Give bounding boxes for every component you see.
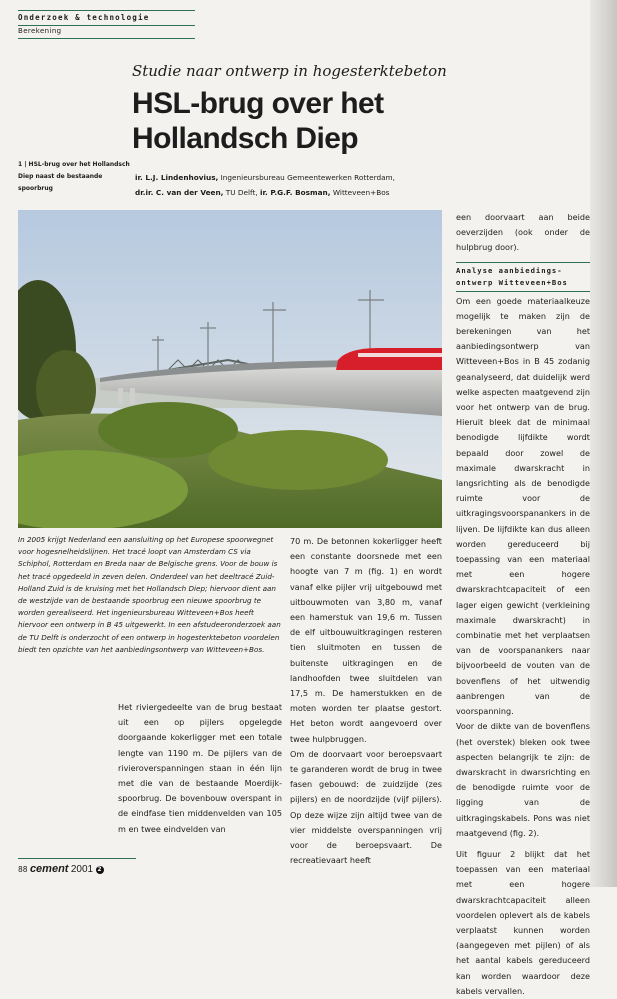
article-lead: In 2005 krijgt Nederland een aansluiting op het Europese spoorwegnet voor hogesnelheidslijnen. Het tracé loopt van Amsterdam CS via Schiphol, Rotterdam en Breda naar de Belgische grens. Voor de bouw is het tracé opgedeeld in zeven delen. Onderdeel van het deeltracé Zuid-Holland Zuid is de kruising met het Hollandsch Diep; hiervoor dient aan de westzijde van de bestaande spoorbrug een nieuwe spoorbrug te worden gerealiseerd. Het ingenieursbureau Witteveen+Bos heeft hiervoor een ontwerp in B 45 uitgewerkt. In een afstudeeronderzoek aan de TU Delft is onderzocht of een ontwerp in hogesterktebeton voordelen biedt ten opzichte van het aanbiedingsontwerp van Witteveen+Bos. — [18, 535, 281, 654]
header-rule-top — [18, 10, 195, 11]
paragraph: Om een goede materiaalkeuze mogelijk te maken zijn de berekeningen van het aanbiedingsontwerp van Witteveen+Bos in B 45 zodanig geanalyseerd, dat duidelijk werd welke aspecten maatgevend zijn voor het ontwerp van de brug. Hieruit bleek dat de minimaal benodigde lijfdikte wordt bepaald door zowel de maximale dwarskracht in langsrichting als de benodigde ruimte voor de uitkragingsvoorspanankers in de lijven. De lijfdikte kan dus alleen worden gereduceerd bij toepassing van een materiaal met een hogere dwarskrachtcapaciteit of een lager eigen gewicht (verkleining maximale dwarskracht) in combinatie met het verplaatsen van de voorspanankers naar bijvoorbeeld de vouten van de bovenflens of het uitwendig aanbrengen van de voorspanning. — [456, 295, 590, 717]
section-label: Onderzoek & technologie — [18, 13, 150, 22]
title-line-2: Hollandsch Diep — [132, 122, 359, 155]
figure-caption: 1 | HSL-brug over het Hollandsch Diep naast de bestaande spoorbrug — [18, 161, 130, 192]
author-name: ir. L.J. Lindenhovius, — [135, 173, 219, 182]
issue-number-badge: 2 — [97, 866, 102, 873]
paragraph: Uit figuur 2 blijkt dat het toepassen van een materiaal met een hogere dwarskrachtcapaciteit alleen voordelen oplevert als de kabels verplaatst kunnen worden (aangegeven met pijlen) of als het aantal kabels gereduceerd kan worden waardoor deze kabels vervallen. — [456, 848, 590, 996]
author-line-1 — [135, 170, 440, 185]
page-footer — [18, 863, 104, 875]
title-line-1: HSL-brug over het — [132, 87, 384, 120]
article-title — [132, 86, 383, 156]
page-number: 88 — [18, 865, 28, 874]
author-affiliation: TU Delft, — [225, 188, 258, 197]
section-heading: Analyse aanbiedings- ontwerp Witteveen+Bos — [456, 262, 590, 292]
author-name: ir. P.G.F. Bosman, — [259, 188, 331, 197]
author-affiliation: Witteveen+Bos — [332, 188, 390, 197]
paragraph: Om de doorvaart voor beroepsvaart te garanderen wordt de brug in twee fasen gebouwd: de zuidzijde (zes pijlers) en de noordzijde (vijf pijlers). Op deze wijze zijn altijd twee van de vier middelste overspanningen vrij voor de beroepsvaart. De recreatievaart heeft — [290, 748, 442, 866]
author-name: dr.ir. C. van der Veen, — [135, 188, 224, 197]
header-rule-bottom — [18, 38, 195, 39]
author-affiliation: Ingenieursbureau Gemeentewerken Rotterdam, — [220, 173, 395, 182]
body-column-left: Het riviergedeelte van de brug bestaat uit een op pijlers opgelegde doorgaande kokerligger met een totale lengte van 1190 m. De pijlers van de rivieroverspanningen staan in één lijn met die van de bestaande Moerdijk-spoorbrug. De bovenbouw overspant in de eindfase tien middenvelden van 105 m en twee eindvelden van — [118, 702, 282, 834]
page-gutter-shadow — [590, 0, 617, 887]
header-rule-middle — [18, 25, 195, 26]
article-kicker: Studie naar ontwerp in hogesterktebeton — [132, 62, 447, 80]
author-list — [135, 170, 440, 200]
author-line-2 — [135, 185, 440, 200]
footer-rule — [18, 858, 136, 859]
bridge-illustration — [18, 210, 442, 528]
magazine-name: cement — [29, 863, 69, 875]
subsection-label: Berekening — [18, 27, 62, 35]
body-column-middle — [290, 534, 442, 868]
body-column-right — [456, 210, 590, 999]
paragraph: 70 m. De betonnen kokerligger heeft een constante doorsnede met een hoogte van 7 m (fig. 1) en wordt vanaf elke pijler vrij uitgebouwd met uitbouwmoten van 3,80 m, vanaf een hamerstuk van 19,6 m. Tussen de elf uitbouwuitkragingen resteren tien sluitmoten en tussen de buitenste uitkragingen en de landhoofden twee sluitdelen van 17,5 m. De hamerstukken en de moten worden ter plaatse gestort. Het beton wordt aangevoerd over twee hulpbruggen. — [290, 536, 442, 744]
bridge-photo — [18, 210, 442, 528]
magazine-year: 2001 — [70, 864, 94, 875]
paragraph: een doorvaart aan beide oeverzijden (ook onder de hulpbrug door). — [456, 212, 590, 253]
paragraph: Voor de dikte van de bovenflens (het overstek) bleken ook twee aspecten belangrijk te zijn: de dwarskracht in dwarsrichting en de benodigde ruimte voor de ligging van de uitkragingskabels. Pons was niet maatgevend (fig. 2). — [456, 721, 590, 838]
